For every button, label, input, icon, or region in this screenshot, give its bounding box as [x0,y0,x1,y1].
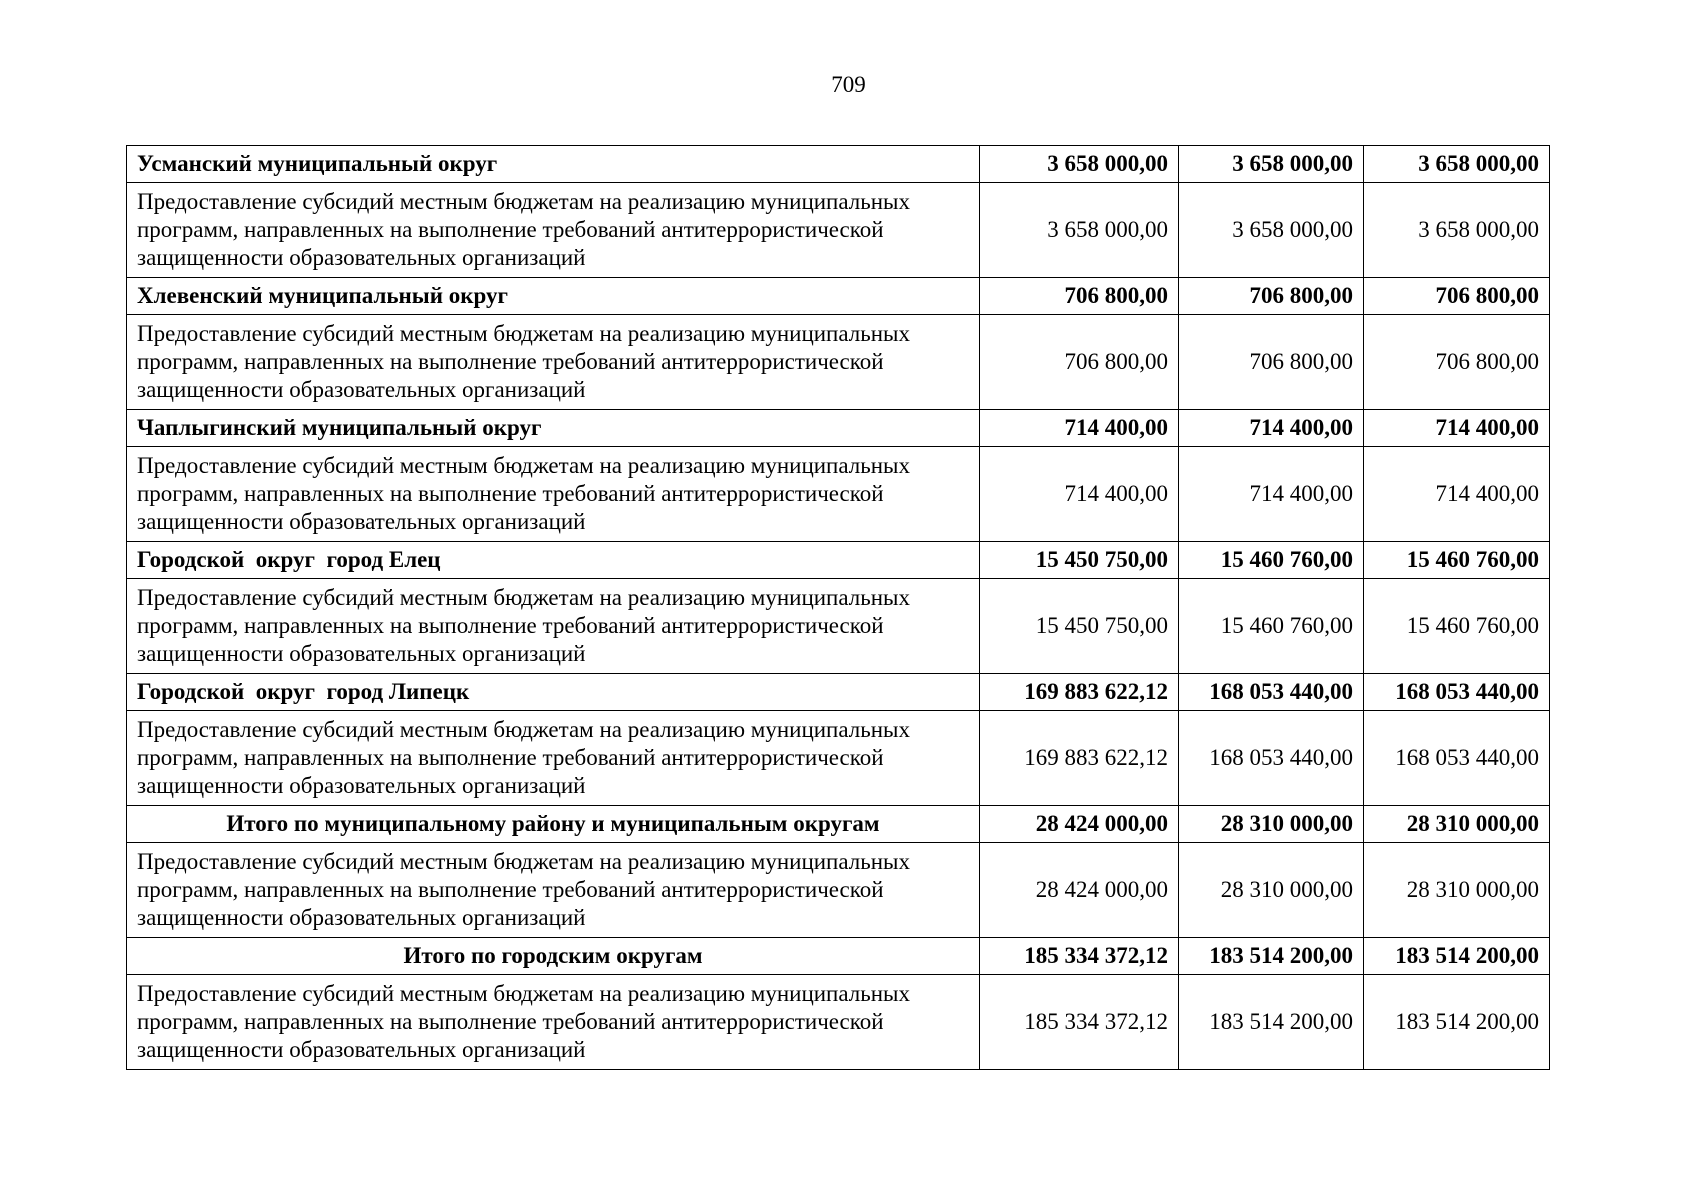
value-1: 28 424 000,00 [980,806,1179,843]
total-row [127,938,1550,975]
value-2: 3 658 000,00 [1179,146,1364,183]
budget-table [126,145,1550,1070]
value-1: 169 883 622,12 [980,711,1179,806]
table-row [127,843,1550,938]
page-number: 709 [831,72,866,97]
value-2: 714 400,00 [1179,410,1364,447]
row-name: Предоставление субсидий местным бюджетам на реализацию муниципальных программ, направленных на выполнение требований антитеррористической защищенности образовательных организаций [127,975,980,1070]
row-name: Предоставление субсидий местным бюджетам на реализацию муниципальных программ, направленных на выполнение требований антитеррористической защищенности образовательных организаций [127,843,980,938]
table-row [127,315,1550,410]
row-name: Усманский муниципальный округ [127,146,980,183]
value-2: 3 658 000,00 [1179,183,1364,278]
value-1: 714 400,00 [980,447,1179,542]
table-row [127,146,1550,183]
total-row [127,806,1550,843]
value-3: 3 658 000,00 [1364,146,1550,183]
table-row [127,711,1550,806]
value-1: 706 800,00 [980,278,1179,315]
row-name: Городской округ город Липецк [127,674,980,711]
value-1: 28 424 000,00 [980,843,1179,938]
table-row [127,183,1550,278]
value-1: 3 658 000,00 [980,146,1179,183]
table-row [127,542,1550,579]
value-1: 706 800,00 [980,315,1179,410]
value-2: 28 310 000,00 [1179,843,1364,938]
value-3: 168 053 440,00 [1364,674,1550,711]
value-2: 15 460 760,00 [1179,542,1364,579]
value-2: 168 053 440,00 [1179,674,1364,711]
row-name: Городской округ город Елец [127,542,980,579]
value-2: 183 514 200,00 [1179,975,1364,1070]
table-row [127,579,1550,674]
row-name: Хлевенский муниципальный округ [127,278,980,315]
value-1: 15 450 750,00 [980,542,1179,579]
row-name: Чаплыгинский муниципальный округ [127,410,980,447]
value-1: 714 400,00 [980,410,1179,447]
value-1: 185 334 372,12 [980,975,1179,1070]
value-1: 3 658 000,00 [980,183,1179,278]
value-3: 183 514 200,00 [1364,938,1550,975]
value-3: 714 400,00 [1364,410,1550,447]
value-3: 714 400,00 [1364,447,1550,542]
table-row [127,975,1550,1070]
value-3: 28 310 000,00 [1364,843,1550,938]
row-name: Предоставление субсидий местным бюджетам на реализацию муниципальных программ, направленных на выполнение требований антитеррористической защищенности образовательных организаций [127,711,980,806]
value-1: 169 883 622,12 [980,674,1179,711]
value-2: 706 800,00 [1179,315,1364,410]
value-1: 15 450 750,00 [980,579,1179,674]
value-1: 185 334 372,12 [980,938,1179,975]
value-2: 15 460 760,00 [1179,579,1364,674]
table-row [127,447,1550,542]
value-2: 28 310 000,00 [1179,806,1364,843]
value-2: 168 053 440,00 [1179,711,1364,806]
value-3: 15 460 760,00 [1364,579,1550,674]
row-name: Предоставление субсидий местным бюджетам на реализацию муниципальных программ, направленных на выполнение требований антитеррористической защищенности образовательных организаций [127,183,980,278]
value-3: 183 514 200,00 [1364,975,1550,1070]
value-2: 706 800,00 [1179,278,1364,315]
value-3: 15 460 760,00 [1364,542,1550,579]
row-name: Предоставление субсидий местным бюджетам на реализацию муниципальных программ, направленных на выполнение требований антитеррористической защищенности образовательных организаций [127,579,980,674]
value-2: 183 514 200,00 [1179,938,1364,975]
value-2: 714 400,00 [1179,447,1364,542]
row-name: Итого по муниципальному району и муниципальным округам [127,806,980,843]
row-name: Итого по городским округам [127,938,980,975]
value-3: 3 658 000,00 [1364,183,1550,278]
table-row [127,674,1550,711]
value-3: 28 310 000,00 [1364,806,1550,843]
row-name: Предоставление субсидий местным бюджетам на реализацию муниципальных программ, направленных на выполнение требований антитеррористической защищенности образовательных организаций [127,447,980,542]
table-row [127,278,1550,315]
row-name: Предоставление субсидий местным бюджетам на реализацию муниципальных программ, направленных на выполнение требований антитеррористической защищенности образовательных организаций [127,315,980,410]
value-3: 168 053 440,00 [1364,711,1550,806]
value-3: 706 800,00 [1364,315,1550,410]
value-3: 706 800,00 [1364,278,1550,315]
table-row [127,410,1550,447]
